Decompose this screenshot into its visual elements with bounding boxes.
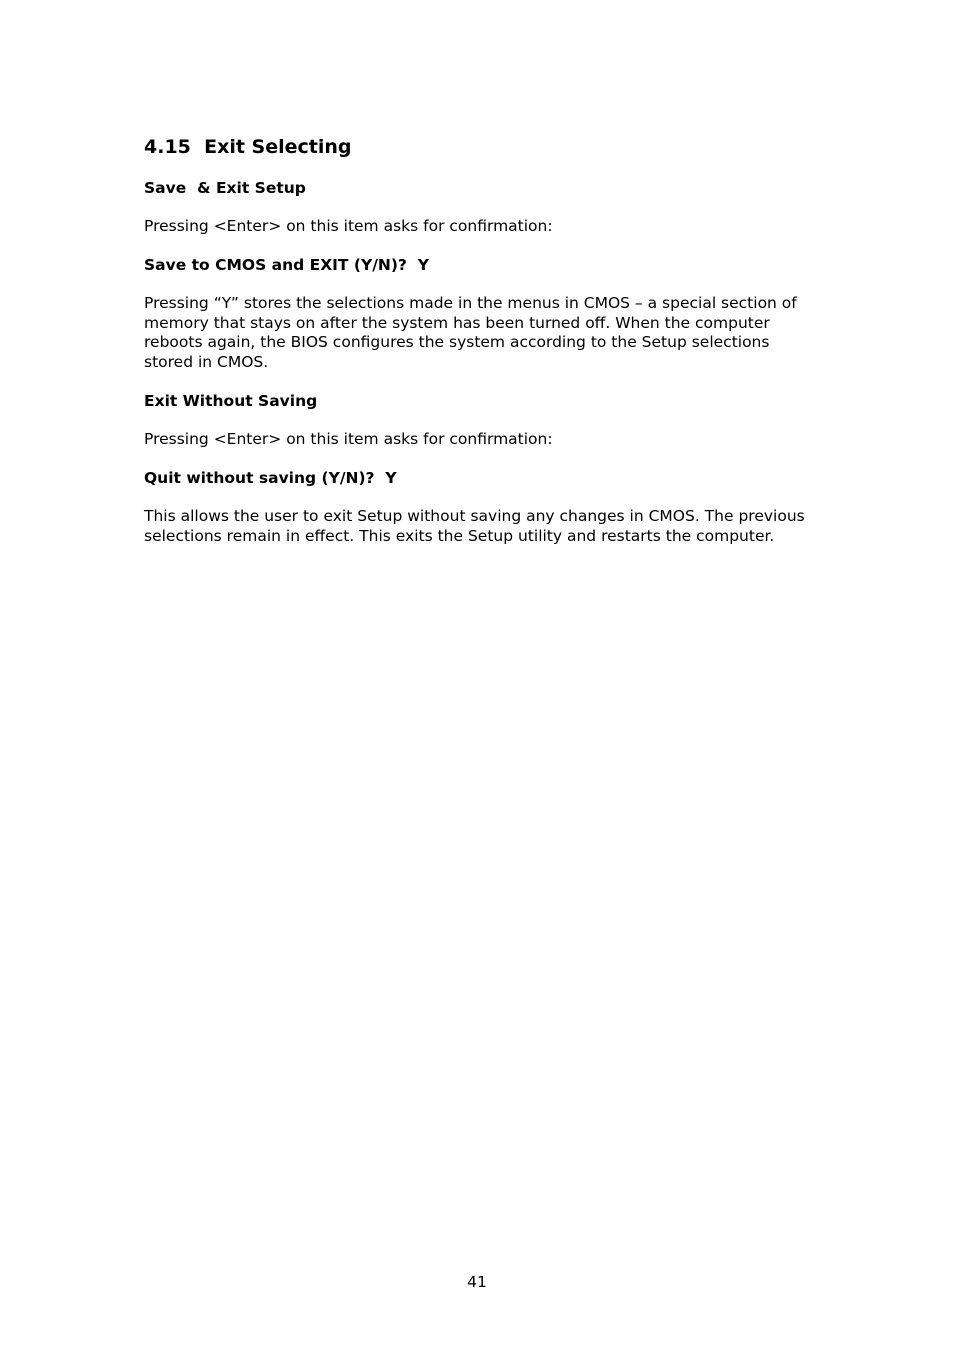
- save-exit-intro: Pressing <Enter> on this item asks for confirmation:: [144, 217, 553, 235]
- exit-without-saving-heading: Exit Without Saving: [144, 392, 318, 411]
- page-number: 41: [467, 1273, 487, 1291]
- save-exit-section: [144, 178, 814, 372]
- exit-without-saving-section: [144, 391, 814, 546]
- section-title: 4.15 Exit Selecting: [144, 136, 352, 158]
- save-exit-description: Pressing “Y” stores the selections made in the menus in CMOS – a special section of memory that stays on after the system has been turned off. When the computer reboots again, the BIOS configures the system according to the Setup selections stored in CMOS.: [144, 294, 797, 371]
- save-exit-heading: Save & Exit Setup: [144, 179, 306, 197]
- document-page: [144, 134, 814, 565]
- exit-without-saving-intro: Pressing <Enter> on this item asks for confirmation:: [144, 430, 553, 449]
- exit-without-saving-prompt: Quit without saving (Y/N)? Y: [144, 469, 397, 488]
- save-exit-prompt: Save to CMOS and EXIT (Y/N)? Y: [144, 256, 429, 275]
- exit-without-saving-description: This allows the user to exit Setup without saving any changes in CMOS. The previous selections remain in effect. This exits the Setup utility and restarts the computer.: [144, 507, 805, 545]
